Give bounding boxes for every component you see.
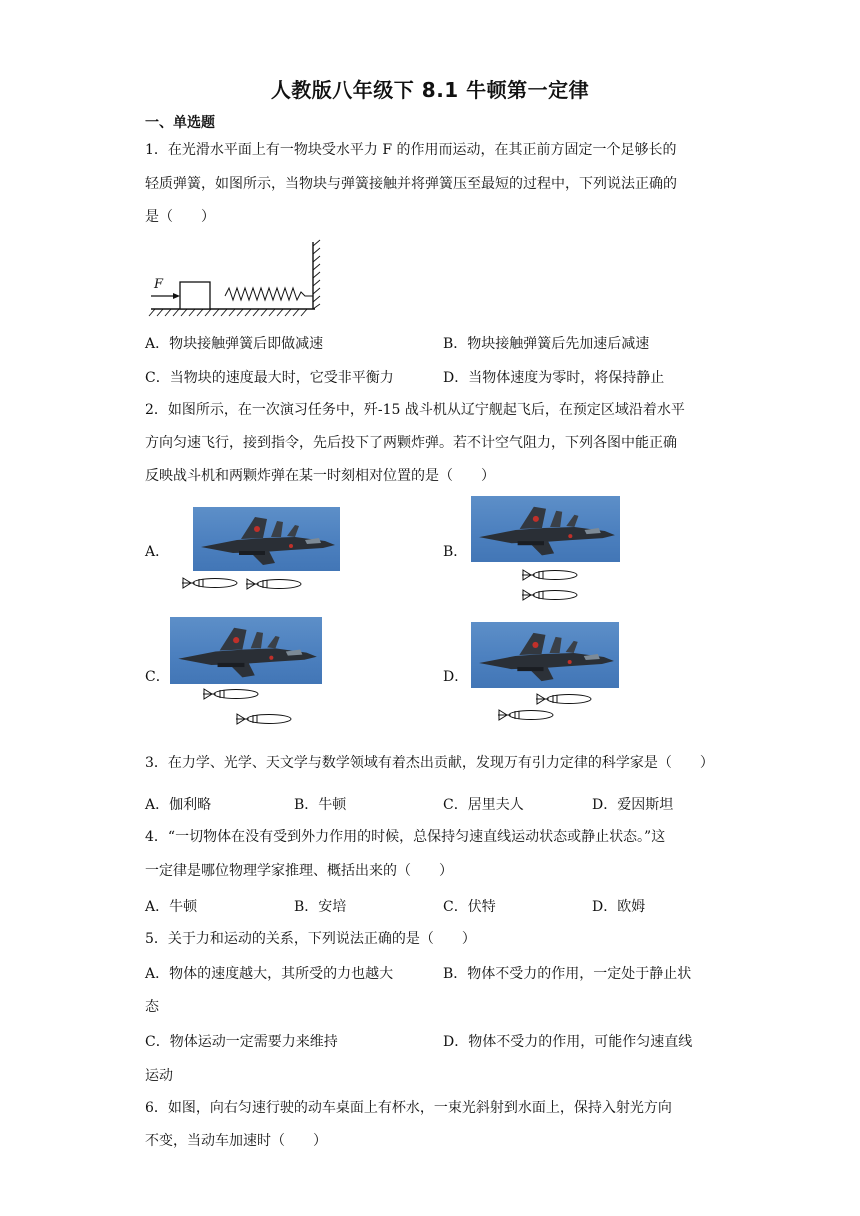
q5-option-d-wrap: 运动: [145, 1068, 173, 1084]
q1-option-a[interactable]: A．物块接触弹簧后即做减速: [145, 336, 324, 352]
bomb-icon: [181, 576, 239, 590]
q4-stem-line-1: 4．“一切物体在没有受到外力作用的时候，总保持匀速直线运动状态或静止状态。”这: [145, 829, 666, 845]
q1-stem-line-1: 1．在光滑水平面上有一物块受水平力 F 的作用而运动，在其正前方固定一个足够长的: [145, 142, 677, 158]
bomb-icon: [521, 568, 579, 582]
q4-option-b[interactable]: B．安培: [294, 899, 347, 915]
fighter-jet-image-d: [471, 622, 619, 688]
q4-option-a[interactable]: A．牛顿: [145, 899, 198, 915]
bomb-icon: [245, 577, 303, 591]
q5-option-c[interactable]: C．物体运动一定需要力来维持: [145, 1034, 338, 1050]
document-title: 人教版八年级下 8.1 牛顿第一定律: [270, 78, 590, 102]
q3-stem-line-1: 3．在力学、光学、天文学与数学领域有着杰出贡献，发现万有引力定律的科学家是（ ）: [145, 755, 714, 771]
q5-option-a[interactable]: A．物体的速度越大，其所受的力也越大: [145, 966, 394, 982]
q4-option-d[interactable]: D．欧姆: [592, 899, 646, 915]
q1-stem-line-3: 是（ ）: [145, 209, 215, 225]
q5-option-d[interactable]: D．物体不受力的作用，可能作匀速直线: [443, 1034, 693, 1050]
q2-option-c[interactable]: C．: [145, 669, 170, 685]
bomb-icon: [535, 692, 593, 706]
spring-block-figure: [145, 238, 325, 320]
bomb-icon: [202, 687, 260, 701]
q4-stem-line-2: 一定律是哪位物理学家推理、概括出来的（ ）: [145, 863, 453, 879]
bomb-icon: [235, 712, 293, 726]
q3-option-d[interactable]: D．爱因斯坦: [592, 797, 674, 813]
bomb-icon: [497, 708, 555, 722]
q5-option-b[interactable]: B．物体不受力的作用，一定处于静止状: [443, 966, 692, 982]
q3-option-b[interactable]: B．牛顿: [294, 797, 347, 813]
q5-option-b-wrap: 态: [145, 999, 159, 1015]
bomb-icon: [521, 588, 579, 602]
fighter-jet-image-a: [193, 507, 340, 571]
fighter-jet-image-c: [170, 617, 322, 684]
q2-option-a[interactable]: A．: [145, 544, 170, 560]
section-heading: 一、单选题: [145, 115, 215, 131]
q1-option-b[interactable]: B．物块接触弹簧后先加速后减速: [443, 336, 650, 352]
q5-stem-line-1: 5．关于力和运动的关系，下列说法正确的是（ ）: [145, 931, 476, 947]
fighter-jet-image-b: [471, 496, 620, 562]
q2-stem-line-2: 方向匀速飞行，接到指令，先后投下了两颗炸弹。若不计空气阻力，下列各图中能正确: [145, 435, 677, 451]
q6-stem-line-1: 6．如图，向右匀速行驶的动车桌面上有杯水，一束光斜射到水面上，保持入射光方向: [145, 1100, 672, 1116]
q2-stem-line-1: 2．如图所示，在一次演习任务中，歼-15 战斗机从辽宁舰起飞后，在预定区域沿着水平: [145, 402, 685, 418]
q2-option-b[interactable]: B．: [443, 544, 468, 560]
q2-option-d[interactable]: D．: [443, 669, 469, 685]
q4-option-c[interactable]: C．伏特: [443, 899, 496, 915]
q3-option-c[interactable]: C．居里夫人: [443, 797, 524, 813]
q3-option-a[interactable]: A．伽利略: [145, 797, 212, 813]
q6-stem-line-2: 不变，当动车加速时（ ）: [145, 1133, 327, 1149]
q1-stem-line-2: 轻质弹簧，如图所示，当物块与弹簧接触并将弹簧压至最短的过程中，下列说法正确的: [145, 176, 677, 192]
q1-option-d[interactable]: D．当物体速度为零时，将保持静止: [443, 370, 665, 386]
force-label-f: F: [154, 277, 164, 292]
q1-option-c[interactable]: C．当物块的速度最大时，它受非平衡力: [145, 370, 394, 386]
q2-stem-line-3: 反映战斗机和两颗炸弹在某一时刻相对位置的是（ ）: [145, 468, 495, 484]
